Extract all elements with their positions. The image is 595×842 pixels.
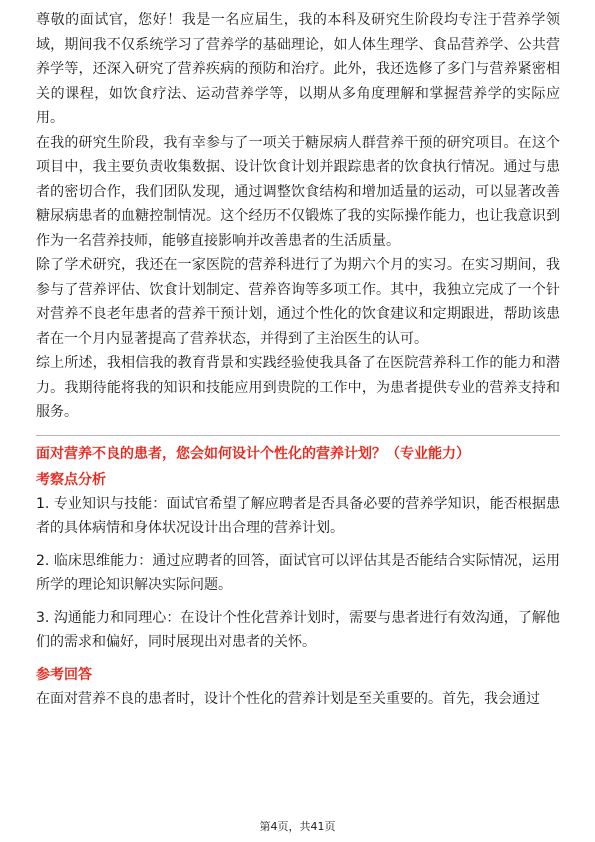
answer-text: 在面对营养不良的患者时，设计个性化的营养计划是至关重要的。首先，我会通过: [36, 690, 540, 707]
answer-heading: 参考回答: [36, 666, 92, 683]
analysis-point: 3. 沟通能力和同理心：在设计个性化营养计划时，需要与患者进行有效沟通，了解他们的需求和偏好，同时展现出对患者的关怀。: [36, 609, 560, 650]
intro-paragraph: 除了学术研究，我还在一家医院的营养科进行了为期六个月的实习。在实习期间，我参与了营养评估、饮食计划制定、营养咨询等多项工作。其中，我独立完成了一个针对营养不良老年患者的营养干预计划，通过个性化的饮食建议和定期跟进，帮助该患者在一个月内显著提高了营养状态，并得到了主治医生的认可。: [36, 257, 560, 347]
document-page: [36, 8, 560, 711]
page-number: 第4页，共41页: [259, 820, 336, 833]
intro-paragraph: 尊敬的面试官，您好！我是一名应届生，我的本科及研究生阶段均专注于营养学领域，期间我不仅系统学习了营养学的基础理论，如人体生理学、食品营养学、公共营养学等，还深入研究了营养疾病的预防和治疗。此外，我还选修了多门与营养紧密相关的课程，如饮食疗法、运动营养学等，以期从多角度理解和掌握营养学的实际应用。: [36, 12, 560, 126]
analysis-point: 2. 临床思维能力：通过应聘者的回答，面试官可以评估其是否能结合实际情况，运用所学的理论知识解决实际问题。: [36, 552, 560, 593]
section-divider: [36, 435, 560, 436]
analysis-point: 1. 专业知识与技能：面试官希望了解应聘者是否具备必要的营养学知识，能否根据患者的具体病情和身体状况设计出合理的营养计划。: [36, 495, 560, 536]
analysis-heading: 考察点分析: [36, 471, 106, 488]
intro-paragraph: 综上所述，我相信我的教育背景和实践经验使我具备了在医院营养科工作的能力和潜力。我期待能将我的知识和技能应用到贵院的工作中，为患者提供专业的营养支持和服务。: [36, 355, 560, 420]
intro-paragraph: 在我的研究生阶段，我有幸参与了一项关于糖尿病人群营养干预的研究项目。在这个项目中，我主要负责收集数据、设计饮食计划并跟踪患者的饮食执行情况。通过与患者的密切合作，我们团队发现，通过调整饮食结构和增加适量的运动，可以显著改善糖尿病患者的血糖控制情况。这个经历不仅锻炼了我的实际操作能力，也让我意识到作为一名营养技师，能够直接影响并改善患者的生活质量。: [36, 134, 560, 249]
interview-question: 面对营养不良的患者，您会如何设计个性化的营养计划？（专业能力）: [36, 445, 470, 462]
